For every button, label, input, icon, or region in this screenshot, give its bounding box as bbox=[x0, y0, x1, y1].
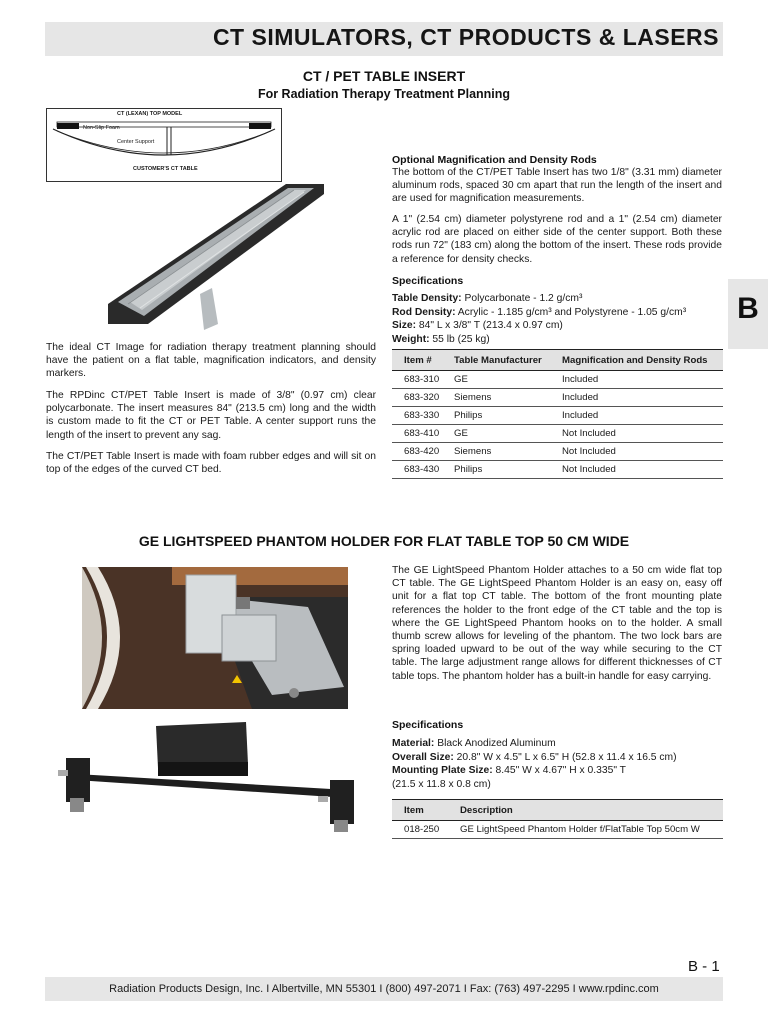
table-row: 683-320 Siemens Included bbox=[392, 389, 723, 407]
rods-paragraph-1: The bottom of the CT/PET Table Insert has two 1/8" (3.31 mm) diameter aluminum rods, spaced 30 cm apart that run the length of the insert and are used for magnification measurements. bbox=[392, 167, 722, 205]
section1-subtitle: For Radiation Therapy Treatment Planning bbox=[257, 87, 511, 101]
specs-list-2 bbox=[392, 737, 732, 791]
table-row: 018-250 GE LightSpeed Phantom Holder f/FlatTable Top 50cm W bbox=[392, 821, 723, 839]
header-banner bbox=[45, 22, 723, 56]
table-insert-photo bbox=[108, 184, 324, 334]
spec-weight: Weight: 55 lb (25 kg) bbox=[392, 333, 490, 345]
section-tab bbox=[728, 279, 768, 349]
spec-table-density: Table Density: Polycarbonate - 1.2 g/cm³ bbox=[392, 293, 583, 304]
intro-paragraph: The ideal CT Image for radiation therapy treatment planning should have the patient on a flat table, magnification indicators, and density markers. bbox=[46, 342, 376, 380]
specs-heading-1: Specifications bbox=[392, 275, 464, 287]
page-number: B - 1 bbox=[688, 958, 720, 975]
rods-heading: Optional Magnification and Density Rods bbox=[392, 154, 597, 166]
foam-edges-paragraph: The CT/PET Table Insert is made with foam rubber edges and will sit on top of the edges of the curved CT bed. bbox=[46, 451, 376, 476]
section2-title: GE LIGHTSPEED PHANTOM HOLDER FOR FLAT TABLE TOP 50 CM WIDE bbox=[138, 533, 630, 549]
col-item: Item bbox=[392, 800, 448, 821]
spec-rod-density: Rod Density: Acrylic - 1.185 g/cm³ and Polystyrene - 1.05 g/cm³ bbox=[392, 306, 687, 318]
col-description: Description bbox=[448, 800, 723, 821]
section1-title: CT / PET TABLE INSERT bbox=[302, 68, 466, 84]
phantom-holder-product-illustration bbox=[56, 720, 366, 842]
spec-overall-size: Overall Size: 20.8" W x 4.5" L x 6.5" H (52.8 x 11.4 x 16.5 cm) bbox=[392, 751, 677, 763]
footer-bar bbox=[45, 977, 723, 1001]
table-row: 683-420 Siemens Not Included bbox=[392, 443, 723, 461]
diagram-label-top: CT (LEXAN) TOP MODEL bbox=[117, 111, 183, 117]
col-item: Item # bbox=[392, 350, 442, 371]
spec-mounting-plate-metric: (21.5 x 11.8 x 0.8 cm) bbox=[392, 778, 491, 790]
page-header-title: CT SIMULATORS, CT PRODUCTS & LASERS bbox=[212, 24, 719, 50]
spec-size: Size: 84" L x 3/8" T (213.4 x 0.97 cm) bbox=[392, 320, 563, 331]
insert-product-table bbox=[392, 349, 723, 479]
phantom-holder-product-photo bbox=[56, 720, 366, 842]
table-header-row bbox=[392, 350, 723, 371]
table-row: 683-330 Philips Included bbox=[392, 407, 723, 425]
diagram-label-support: Center Support bbox=[117, 139, 155, 145]
col-manufacturer: Table Manufacturer bbox=[442, 350, 550, 371]
phantom-holder-photo-illustration bbox=[82, 567, 348, 709]
col-rods: Magnification and Density Rods bbox=[550, 350, 723, 371]
specs-heading-2: Specifications bbox=[392, 719, 464, 731]
table-row: 683-310 GE Included bbox=[392, 371, 723, 389]
phantom-holder-photo bbox=[82, 567, 348, 709]
insert-material-paragraph: The RPDinc CT/PET Table Insert is made of 3/8" (0.97 cm) clear polycarbonate. The insert measures 84" (213.5 cm) long and the width is custom made to fit the CT or PET Table. A center support runs the length of the insert to prevent any sag. bbox=[46, 390, 376, 441]
cross-section-diagram bbox=[46, 108, 282, 182]
spec-mounting-plate-size: Mounting Plate Size: 8.45" W x 4.67" H x 0.335" T bbox=[392, 765, 626, 776]
diagram-label-foam: Non-Slip Foam bbox=[83, 125, 120, 131]
table-insert-illustration bbox=[108, 184, 324, 334]
rods-paragraph-2: A 1" (2.54 cm) diameter polystyrene rod and a 1" (2.54 cm) diameter acrylic rod are placed on either side of the center support. Both these rods run 72" (183 cm) along the bottom of the insert. These rods provide a reference for density checks. bbox=[392, 214, 722, 265]
specs-list-1 bbox=[392, 292, 722, 346]
diagram-label-bottom: CUSTOMER'S CT TABLE bbox=[133, 166, 198, 172]
table-row: 683-410 GE Not Included bbox=[392, 425, 723, 443]
spec-material: Material: Black Anodized Aluminum bbox=[392, 738, 556, 749]
table-row: 683-430 Philips Not Included bbox=[392, 461, 723, 479]
table-header-row bbox=[392, 800, 723, 821]
section-tab-letter: B bbox=[737, 292, 759, 325]
phantom-holder-description: The GE LightSpeed Phantom Holder attaches to a 50 cm wide flat top CT table. The GE LightSpeed Phantom Holder is an easy on, easy off unit for a flat top CT table. The bottom of the front mounting plate references the holder to the front edge of the CT table and the top is where the GE LightSpeed Phantom hooks on to the holder. A small thumb screw allows for leveling of the phantom. The two lock bars are spring loaded upward to be out of the way while securing to the CT table. The large adjustment range allows for different thicknesses of CT table tops. The phantom holder has a built-in handle for easy carrying. bbox=[392, 565, 722, 682]
phantom-holder-product-table bbox=[392, 799, 723, 839]
footer-contact: Radiation Products Design, Inc. I Albertville, MN 55301 I (800) 497-2071 I Fax: (763) 497-2295 I www.rpdinc.com bbox=[109, 983, 659, 995]
